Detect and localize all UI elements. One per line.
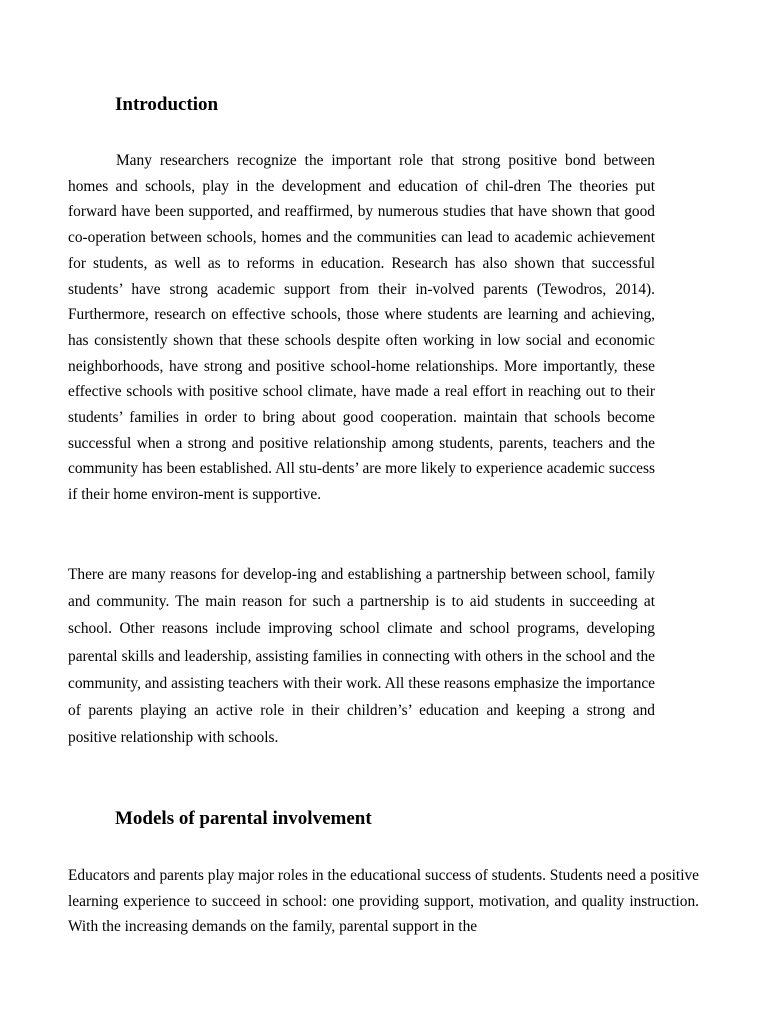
models-heading: Models of parental involvement — [115, 808, 372, 829]
introduction-heading: Introduction — [115, 94, 219, 115]
introduction-paragraph: Many researchers recognize the important role that strong positive bond between homes and schools, play in the development and education of chil-dren The theories put forward have been supported, and reaffirmed, by numerous studies that have shown that good co-operation between schools, homes and the communities can lead to academic achievement for students, as well as to reforms in education. Research has also shown that successful students’ have strong academic support from their in-volved parents (Tewodros, 2014). Furthermore, research on effective schools, those where students are learning and achieving, has consistently shown that these schools despite often working in low social and economic neighborhoods, have strong and positive school-home relationships. More importantly, these effective schools with positive school climate, have made a real effort in reaching out to their students’ families in order to bring about good cooperation. maintain that schools become successful when a strong and positive relationship among students, parents, teachers and the community has been established. All stu-dents’ are more likely to experience academic success if their home environ-ment is supportive. — [68, 152, 655, 504]
models-paragraph: Educators and parents play major roles in the educational success of students. Students need a positive learning experience to succeed in school: one providing support, motivation, and quality instruction. With the increasing demands on the family, parental support in the — [68, 867, 699, 935]
partnership-reasons-paragraph: There are many reasons for develop-ing and establishing a partnership between school, family and community. The main reason for such a partnership is to aid students in succeeding at school. Other reasons include improving school climate and school programs, developing parental skills and leadership, assisting families in connecting with others in the school and the community, and assisting teachers with their work. All these reasons emphasize the importance of parents playing an active role in their children’s’ education and keeping a strong and positive relationship with schools. — [68, 566, 655, 747]
